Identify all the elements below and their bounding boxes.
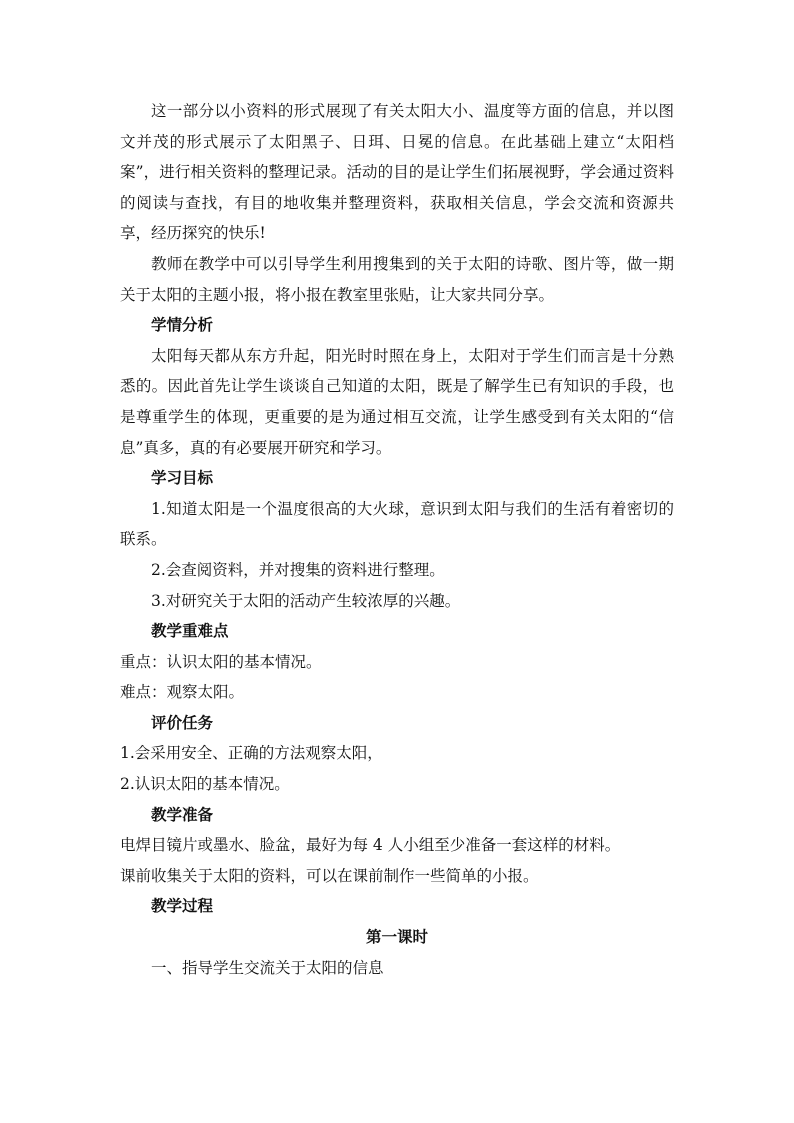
teaching-suggestion-paragraph: 教师在教学中可以引导学生利用搜集到的关于太阳的诗歌、图片等，做一期关于太阳的主题小报，将小报在教室里张贴，让大家共同分享。 — [120, 254, 674, 304]
student-analysis-paragraph: 太阳每天都从东方升起，阳光时时照在身上，太阳对于学生们而言是十分熟悉的。因此首先让学生谈谈自己知道的太阳，既是了解学生已有知识的手段，也是尊重学生的体现，更重要的是为通过相互交流，让学生感受到有关太阳的“信息”真多，真的有必要展开研究和学习。 — [120, 346, 674, 457]
preparation-item: 电焊目镜片或墨水、脸盆，最好为每 4 人小组至少准备一套这样的材料。 — [120, 836, 621, 855]
section-heading-key-points: 教学重难点 — [151, 622, 229, 641]
key-point-item: 重点：认识太阳的基本情况。 — [120, 652, 322, 671]
intro-paragraph: 这一部分以小资料的形式展现了有关太阳大小、温度等方面的信息，并以图文并茂的形式展示了太阳黑子、日珥、日冕的信息。在此基础上建立“太阳档案”，进行相关资料的整理记录。活动的目的是让学生们拓展视野，学会通过资料的阅读与查找，有目的地收集并整理资料，获取相关信息，学会交流和资源共享，经历探究的快乐! — [120, 102, 674, 243]
section-heading-evaluation-tasks: 评价任务 — [151, 713, 214, 732]
preparation-item: 课前收集关于太阳的资料，可以在课前制作一些简单的小报。 — [120, 866, 539, 885]
evaluation-task-item: 1.会采用安全、正确的方法观察太阳， — [120, 744, 383, 763]
learning-goal-item: 3.对研究关于太阳的活动产生较浓厚的兴趣。 — [151, 591, 461, 610]
section-heading-teaching-process: 教学过程 — [151, 897, 214, 916]
section-heading-student-analysis: 学情分析 — [151, 316, 214, 335]
process-step-1: 一、指导学生交流关于太阳的信息 — [151, 958, 384, 977]
lesson-title: 第一课时 — [365, 928, 428, 947]
section-heading-learning-goals: 学习目标 — [151, 469, 214, 488]
document-body — [120, 96, 674, 983]
learning-goal-item: 2.会查阅资料，并对搜集的资料进行整理。 — [151, 560, 445, 579]
section-heading-preparation: 教学准备 — [151, 805, 214, 824]
learning-goal-item: 1.知道太阳是一个温度很高的大火球，意识到太阳与我们的生活有着密切的联系。 — [120, 499, 674, 549]
difficult-point-item: 难点：观察太阳。 — [120, 683, 245, 702]
evaluation-task-item: 2.认识太阳的基本情况。 — [120, 775, 290, 794]
